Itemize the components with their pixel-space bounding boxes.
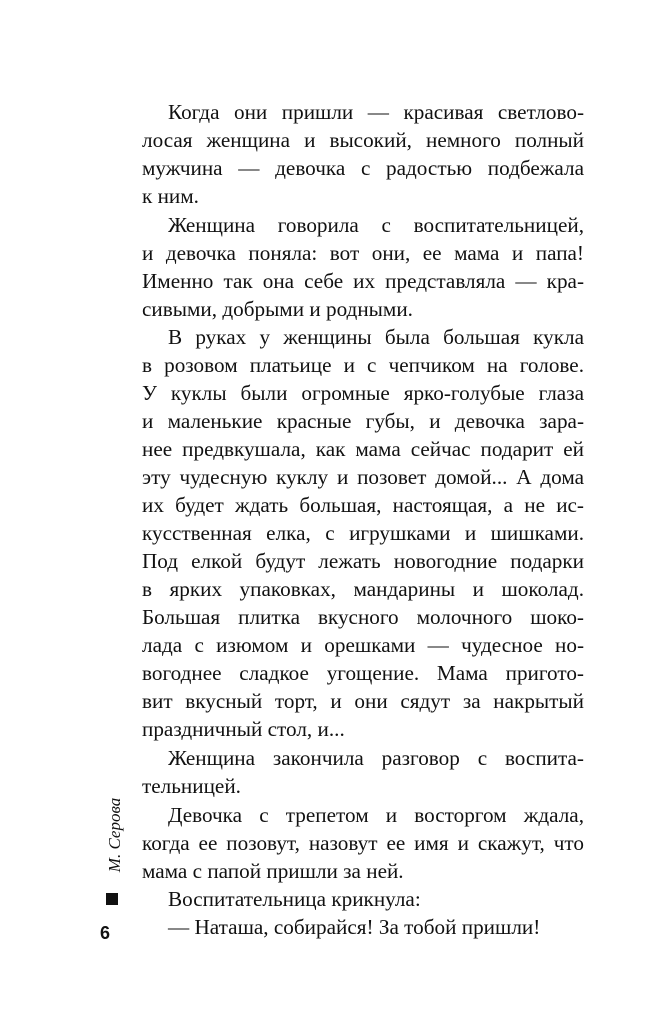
text-line: тельницей. <box>142 774 241 798</box>
text-line: кусственная елка, с игрушками и шишками. <box>142 521 584 545</box>
text-line: мама с папой пришли за ней. <box>142 859 404 883</box>
text-line: — Наташа, собирайся! За тобой пришли! <box>168 915 541 939</box>
text-line: Воспитательница крикнула: <box>168 887 421 911</box>
text-line: У куклы были огромные ярко-голубые глаза <box>142 381 584 405</box>
text-line: мужчина — девочка с радостью подбежала <box>142 156 584 180</box>
text-line: в ярких упаковках, мандарины и шоколад. <box>142 577 584 601</box>
text-line: эту чудесную куклу и позовет домой... А дома <box>142 465 584 489</box>
text-line: лада с изюмом и орешками — чудесное но- <box>142 633 584 657</box>
text-line: праздничный стол, и... <box>142 717 345 741</box>
text-line: когда ее позовут, назовут ее имя и скажут, что <box>142 831 584 855</box>
running-head-author: М. Серова <box>105 797 124 873</box>
text-line: вит вкусный торт, и они сядут за накрытый <box>142 689 584 713</box>
text-line: лосая женщина и высокий, немного полный <box>142 128 584 152</box>
text-line: и маленькие красные губы, и девочка зара- <box>142 409 584 433</box>
text-line: Девочка с трепетом и восторгом ждала, <box>168 803 584 827</box>
text-line: вогоднее сладкое угощение. Мама пригото- <box>142 661 584 685</box>
text-line: нее предвкушала, как мама сейчас подарит ей <box>142 437 584 461</box>
text-line: Когда они пришли — красивая светлово- <box>168 100 584 124</box>
text-line: Под елкой будут лежать новогодние подарки <box>142 549 584 573</box>
text-line: Именно так она себе их представляла — кра- <box>142 269 584 293</box>
text-line: и девочка поняла: вот они, ее мама и папа! <box>142 241 584 265</box>
text-line: Женщина говорила с воспитательницей, <box>168 213 584 237</box>
text-line: Женщина закончила разговор с воспита- <box>168 746 584 770</box>
running-head <box>103 790 131 880</box>
text-line: к ним. <box>142 184 199 208</box>
text-line: В руках у женщины была большая кукла <box>168 325 584 349</box>
square-marker-icon <box>106 893 118 905</box>
text-line: сивыми, добрыми и родными. <box>142 297 413 321</box>
text-line: их будет ждать большая, настоящая, а не ис- <box>142 493 584 517</box>
text-line: в розовом платьице и с чепчиком на голове. <box>142 353 584 377</box>
text-line: Большая плитка вкусного молочного шоко- <box>142 605 584 629</box>
page-number: 6 <box>100 923 111 943</box>
